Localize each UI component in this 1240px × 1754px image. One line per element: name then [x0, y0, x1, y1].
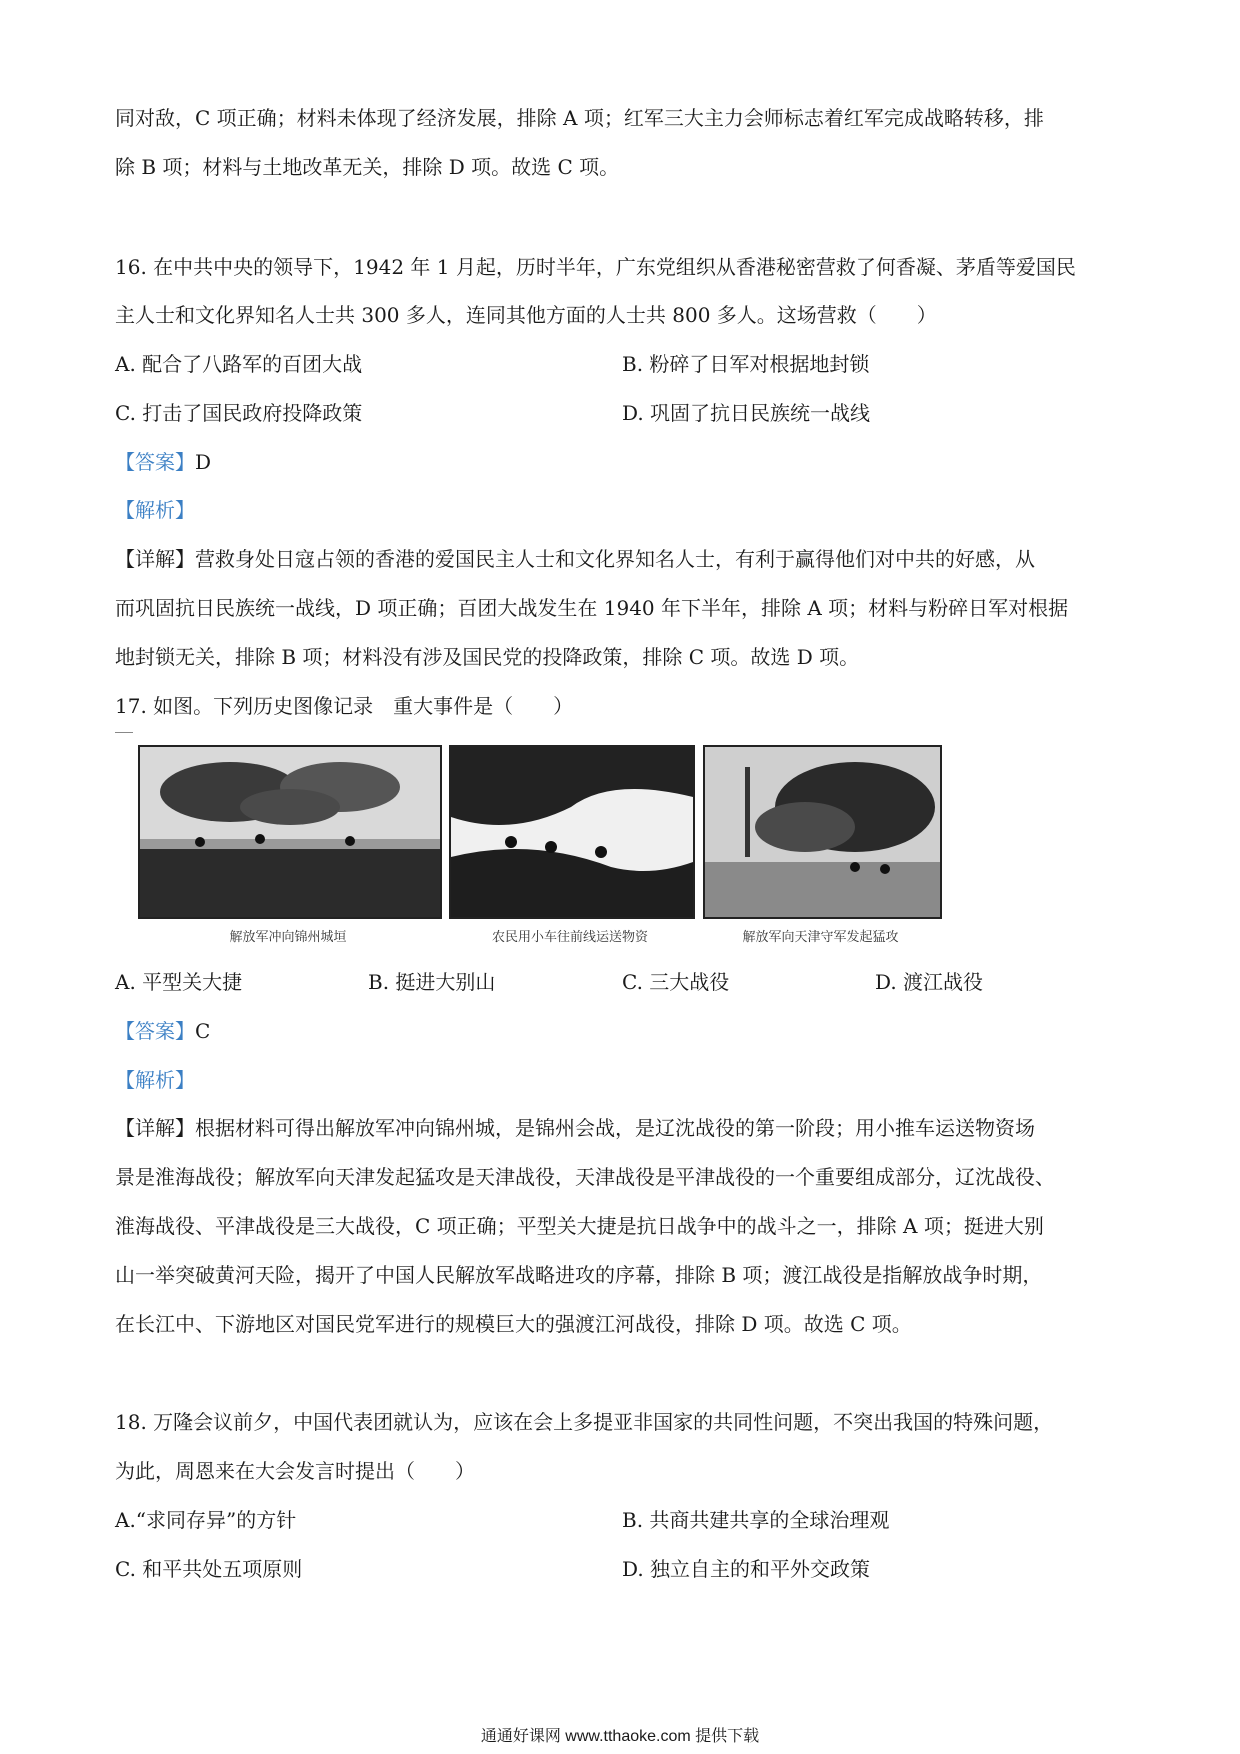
option-c: C. 和平共处五项原则: [115, 1557, 303, 1581]
paragraph-line: 除 B 项；材料与土地改革无关，排除 D 项。故选 C 项。: [115, 155, 620, 179]
option-a: A.“求同存异”的方针: [115, 1508, 297, 1532]
historical-photos: [138, 745, 950, 950]
option-b: B. 共商共建共享的全球治理观: [622, 1508, 890, 1532]
detail-tag: 【详解】: [115, 547, 195, 571]
answer-tag: 【答案】: [115, 1019, 195, 1043]
option-c: C. 打击了国民政府投降政策: [115, 401, 363, 425]
question-18-stem: 为此，周恩来在大会发言时提出（ ）: [115, 1459, 475, 1483]
detail-line: 山一举突破黄河天险，揭开了中国人民解放军战略进攻的序幕，排除 B 项；渡江战役是指解放战争时期，: [115, 1263, 1043, 1287]
detail-tag: 【详解】: [115, 1116, 195, 1140]
photo-caption: 解放军向天津守军发起猛攻: [742, 930, 899, 945]
photo-jinzhou: [138, 745, 442, 919]
image-anchor-mark: [115, 732, 133, 733]
detail-line: [115, 545, 1035, 573]
detail-line: [115, 1114, 1035, 1142]
photo-tianjin: [703, 745, 942, 919]
option-b: B. 挺进大别山: [368, 970, 496, 994]
detail-line: 而巩固抗日民族统一战线，D 项正确；百团大战发生在 1940 年下半年，排除 A 项；材料与粉碎日军对根据: [115, 596, 1069, 620]
answer-line: [115, 448, 211, 476]
detail-text: 营救身处日寇占领的香港的爱国民主人士和文化界知名人士，有利于赢得他们对中共的好感，从: [195, 547, 1035, 571]
option-d: D. 巩固了抗日民族统一战线: [622, 401, 871, 425]
analysis-label: 【解析】: [115, 498, 195, 522]
question-17-stem: 17. 如图。下列历史图像记录 重大事件是（ ）: [115, 694, 574, 718]
question-16-stem: 主人士和文化界知名人士共 300 多人，连同其他方面的人士共 800 多人。这场营救（ ）: [115, 303, 937, 327]
paragraph-line: 同对敌，C 项正确；材料未体现了经济发展，排除 A 项；红军三大主力会师标志着红军完成战略转移，排: [115, 106, 1044, 130]
option-d: D. 独立自主的和平外交政策: [622, 1557, 871, 1581]
photo-caption: 农民用小车往前线运送物资: [491, 930, 648, 945]
detail-line: 在长江中、下游地区对国民党军进行的规模巨大的强渡江河战役，排除 D 项。故选 C 项。: [115, 1312, 912, 1336]
answer-line: [115, 1017, 210, 1045]
analysis-tag: [115, 496, 195, 524]
answer-tag: 【答案】: [115, 450, 195, 474]
detail-line: 地封锁无关，排除 B 项；材料没有涉及国民党的投降政策，排除 C 项。故选 D 项。: [115, 645, 860, 669]
option-a: A. 配合了八路军的百团大战: [115, 352, 363, 376]
question-18-stem: 18. 万隆会议前夕，中国代表团就认为，应该在会上多提亚非国家的共同性问题，不突出我国的特殊问题，: [115, 1410, 1054, 1434]
answer-value: C: [195, 1019, 211, 1043]
option-a: A. 平型关大捷: [115, 970, 243, 994]
question-16-stem: 16. 在中共中央的领导下，1942 年 1 月起，历时半年，广东党组织从香港秘密营救了何香凝、茅盾等爱国民: [115, 255, 1076, 279]
analysis-tag: [115, 1066, 195, 1094]
option-b: B. 粉碎了日军对根据地封锁: [622, 352, 870, 376]
detail-text: 根据材料可得出解放军冲向锦州城，是锦州会战，是辽沈战役的第一阶段；用小推车运送物资场: [195, 1116, 1035, 1140]
photo-carts: [449, 745, 695, 919]
option-d: D. 渡江战役: [875, 970, 984, 994]
photo-caption: 解放军冲向锦州城垣: [229, 930, 347, 945]
analysis-label: 【解析】: [115, 1068, 195, 1092]
option-c: C. 三大战役: [622, 970, 730, 994]
answer-value: D: [195, 450, 212, 474]
detail-line: 景是淮海战役；解放军向天津发起猛攻是天津战役，天津战役是平津战役的一个重要组成部分，辽沈战役、: [115, 1165, 1055, 1189]
page-footer: 通通好课网 www.tthaoke.com 提供下载: [480, 1728, 760, 1745]
detail-line: 淮海战役、平津战役是三大战役，C 项正确；平型关大捷是抗日战争中的战斗之一，排除 A 项；挺进大别: [115, 1214, 1044, 1238]
